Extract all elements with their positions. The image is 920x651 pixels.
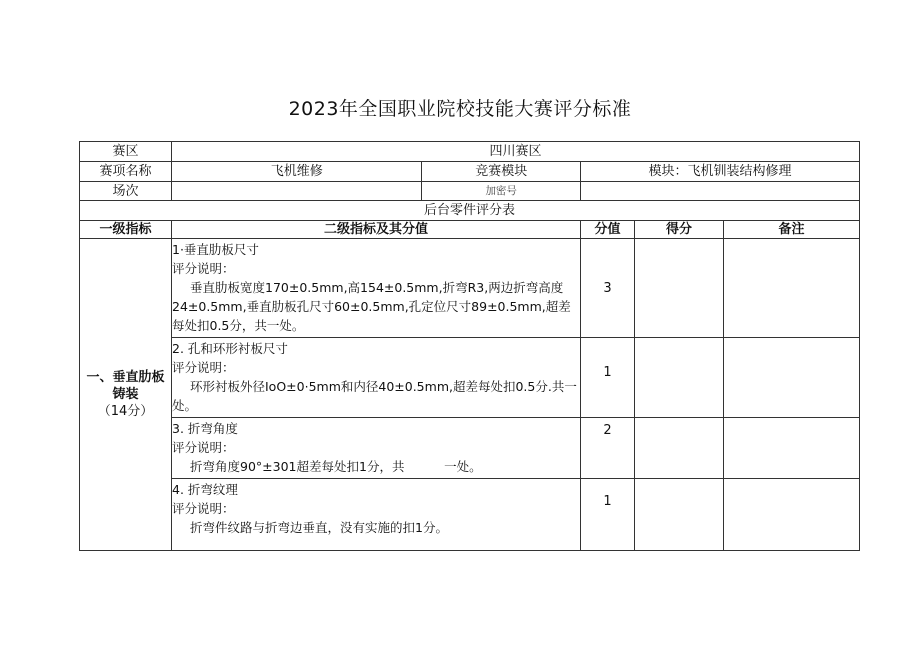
category-cell	[80, 239, 172, 551]
item-points: 1	[581, 479, 635, 551]
item-label: 评分说明：	[172, 440, 235, 455]
event-value: 飞机维修 竞赛模块	[172, 162, 581, 182]
item-label: 评分说明：	[172, 501, 235, 516]
item-label: 评分说明：	[172, 261, 235, 276]
item-score	[635, 338, 724, 418]
region-label: 赛区	[80, 142, 172, 162]
session-row	[80, 182, 860, 201]
item-score	[635, 418, 724, 479]
header-level2: 二级指标及其分值	[172, 221, 581, 239]
scoring-table	[79, 141, 860, 551]
item-desc: 垂直肋板宽度170±0.5mm,高154±0.5mm,折弯R3,两边折弯高度24±0.5mm,垂直肋板孔尺寸60±0.5mm,孔定位尺寸89±0.5mm,超差每处扣0.5分，共一处。	[172, 280, 571, 333]
item-desc: 环形衬板外径IoO±0·5mm和内径40±0.5mm,超差每处扣0.5分.共一处。	[172, 379, 577, 413]
header-level1: 一级指标	[80, 221, 172, 239]
item-3	[172, 418, 581, 479]
item-title: 3. 折弯角度	[172, 421, 238, 436]
item-desc: 折弯件纹路与折弯边垂直，没有实施的扣1分。	[190, 520, 448, 535]
module-value: 模块：飞机钏装结构修理	[581, 162, 860, 182]
item-remarks	[724, 338, 860, 418]
table-row	[80, 418, 860, 479]
item-score	[635, 239, 724, 338]
item-title: 2. 孔和环形衬板尺寸	[172, 341, 288, 356]
category-line1: 一、垂直肋板	[86, 370, 165, 385]
item-desc: 折弯角度90°±301超差每处扣1分，共 一处。	[190, 459, 482, 474]
item-remarks	[724, 239, 860, 338]
header-row	[80, 221, 860, 239]
item-4	[172, 479, 581, 551]
item-score	[635, 479, 724, 551]
header-score: 得分	[635, 221, 724, 239]
table-row	[80, 479, 860, 551]
region-value: 四川赛区	[172, 142, 860, 162]
item-2	[172, 338, 581, 418]
table-row	[80, 239, 860, 338]
event-label: 赛项名称	[80, 162, 172, 182]
table-row	[80, 338, 860, 418]
session-value	[172, 182, 581, 201]
category-line3: （14分）	[97, 404, 154, 419]
event-row	[80, 162, 860, 182]
item-label: 评分说明：	[172, 360, 235, 375]
session-label: 场次	[80, 182, 172, 201]
table-title: 后台零件评分表	[80, 201, 860, 221]
header-remarks: 备注	[724, 221, 860, 239]
table-title-row	[80, 201, 860, 221]
item-title: 4. 折弯纹理	[172, 482, 238, 497]
category-line2: 铸装	[112, 387, 139, 402]
item-title: 1·垂直肋板尺寸	[172, 242, 259, 257]
document-title: 2023年全国职业院校技能大赛评分标准	[288, 98, 632, 120]
item-points: 3	[581, 239, 635, 338]
item-points: 1	[581, 338, 635, 418]
module-label: 竞赛模块	[475, 164, 528, 179]
item-1	[172, 239, 581, 338]
code-label: 加密号	[485, 185, 517, 197]
item-points: 2	[581, 418, 635, 479]
item-remarks	[724, 418, 860, 479]
item-remarks	[724, 479, 860, 551]
header-points: 分值	[581, 221, 635, 239]
code-value	[581, 182, 860, 201]
region-row	[80, 142, 860, 162]
